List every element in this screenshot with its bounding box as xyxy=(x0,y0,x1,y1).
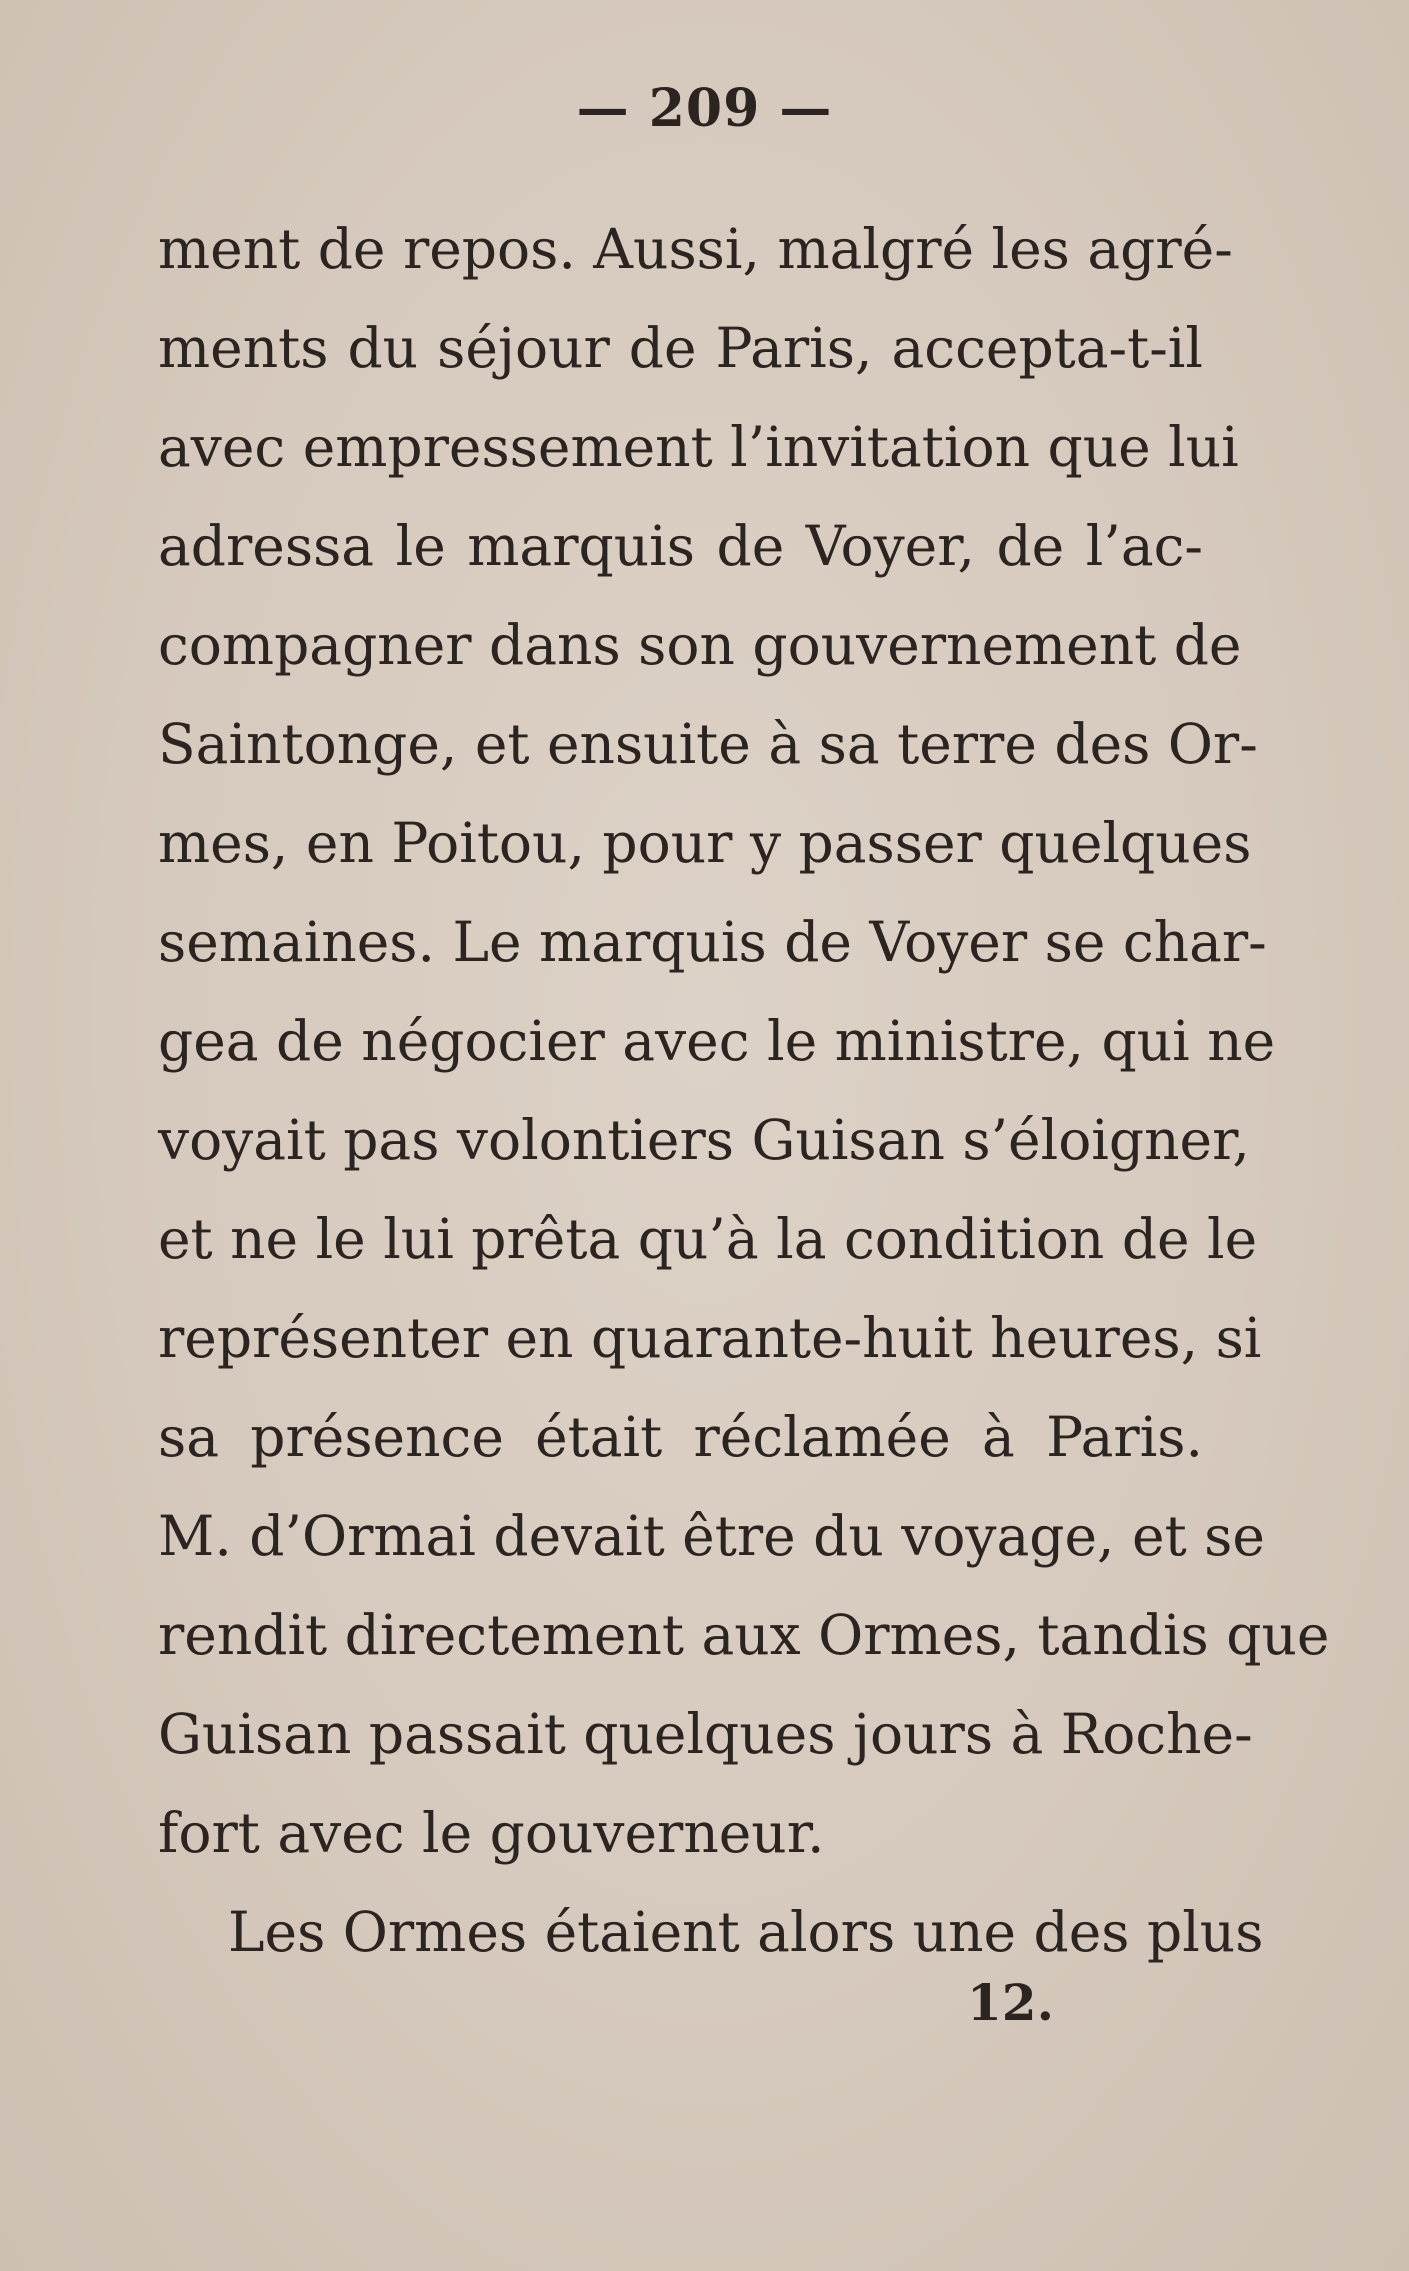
text-line: voyait pas volontiers Guisan s’éloigner, xyxy=(158,1108,1250,1172)
text-line: semaines. Le marquis de Voyer se char- xyxy=(158,910,1267,974)
text-line: ments du séjour de Paris, accepta-t-il xyxy=(158,316,1203,380)
text-line: sa présence était réclamée à Paris. xyxy=(158,1405,1203,1469)
text-line: représenter en quarante-huit heures, si xyxy=(158,1306,1262,1370)
text-line: M. d’Ormai devait être du voyage, et se xyxy=(158,1504,1265,1568)
text-line: compagner dans son gouvernement de xyxy=(158,613,1242,677)
text-line: avec empressement l’invitation que lui xyxy=(158,415,1239,479)
text-line: Guisan passait quelques jours à Roche- xyxy=(158,1702,1253,1766)
text-line: ment de repos. Aussi, malgré les agré- xyxy=(158,217,1233,281)
text-line: mes, en Poitou, pour y passer quelques xyxy=(158,811,1252,875)
body-text xyxy=(158,200,1330,1982)
page-number: — 209 — xyxy=(576,78,833,139)
text-line: fort avec le gouverneur. xyxy=(158,1801,825,1865)
paragraph-start-line: Les Ormes étaient alors une des plus xyxy=(228,1900,1264,1964)
text-line: gea de négocier avec le ministre, qui ne xyxy=(158,1009,1276,1073)
text-line: et ne le lui prêta qu’à la condition de le xyxy=(158,1207,1258,1271)
text-line: adressa le marquis de Voyer, de l’ac- xyxy=(158,514,1203,578)
signature-mark: 12. xyxy=(967,1973,1054,2032)
text-line: rendit directement aux Ormes, tandis que xyxy=(158,1603,1330,1667)
text-line: Saintonge, et ensuite à sa terre des Or- xyxy=(158,712,1258,776)
